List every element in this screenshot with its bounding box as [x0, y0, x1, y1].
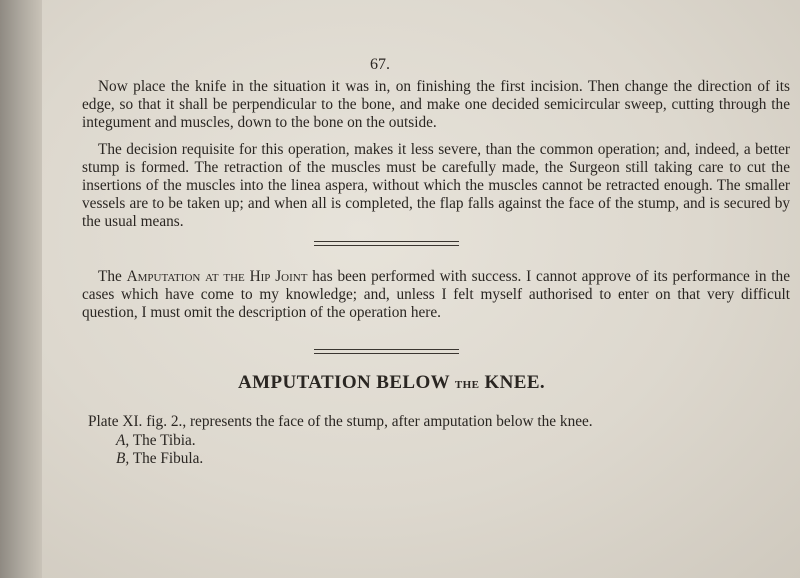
hip-joint-title: Amputation at the Hip Joint	[126, 268, 308, 285]
paragraph-hip-joint	[82, 268, 790, 322]
double-rule-divider	[314, 241, 459, 246]
section-heading	[238, 374, 545, 393]
page-number: 67.	[370, 56, 390, 73]
plate-caption: Plate XI. fig. 2., represents the face of the stump, after amputation below the knee.	[88, 413, 593, 430]
legend-label: The Tibia.	[132, 432, 196, 449]
heading-part-3: KNEE.	[484, 372, 546, 393]
double-rule-divider	[314, 349, 459, 354]
legend-item-fibula	[116, 450, 203, 468]
hip-joint-lead: The	[98, 268, 122, 285]
heading-part-1: AMPUTATION BELOW	[238, 372, 450, 393]
legend-letter: A,	[116, 432, 130, 449]
paragraph-incision: Now place the knife in the situation it was in, on finishing the first incision. Then change the direction of its edge, so that it shall be perpendicular to the bone, and make one decided semicircular sweep, cutting through the integument and muscles, down to the bone on the outside.	[82, 78, 790, 131]
hip-joint-text: has been performed with success. I cannot approve of its performance in the cases which have come to my knowledge; and, unless I felt myself authorised to enter on that very difficult question, I must omit the description of the operation here.	[82, 268, 790, 321]
legend-label: The Fibula.	[132, 450, 204, 467]
book-spine-shadow	[0, 0, 42, 578]
paragraph-decision: The decision requisite for this operation, makes it less severe, than the common operation; and, indeed, a better stump is formed. The retraction of the muscles must be carefully made, the Surgeon still taking care to cut the insertions of the muscles into the linea aspera, without which the muscles cannot be retracted enough. The smaller vessels are to be taken up; and when all is completed, the flap falls against the face of the stump, and is secured by the usual means.	[82, 141, 790, 230]
heading-part-2: the	[454, 375, 480, 392]
legend-item-tibia	[116, 432, 196, 450]
legend-letter: B,	[116, 450, 130, 467]
